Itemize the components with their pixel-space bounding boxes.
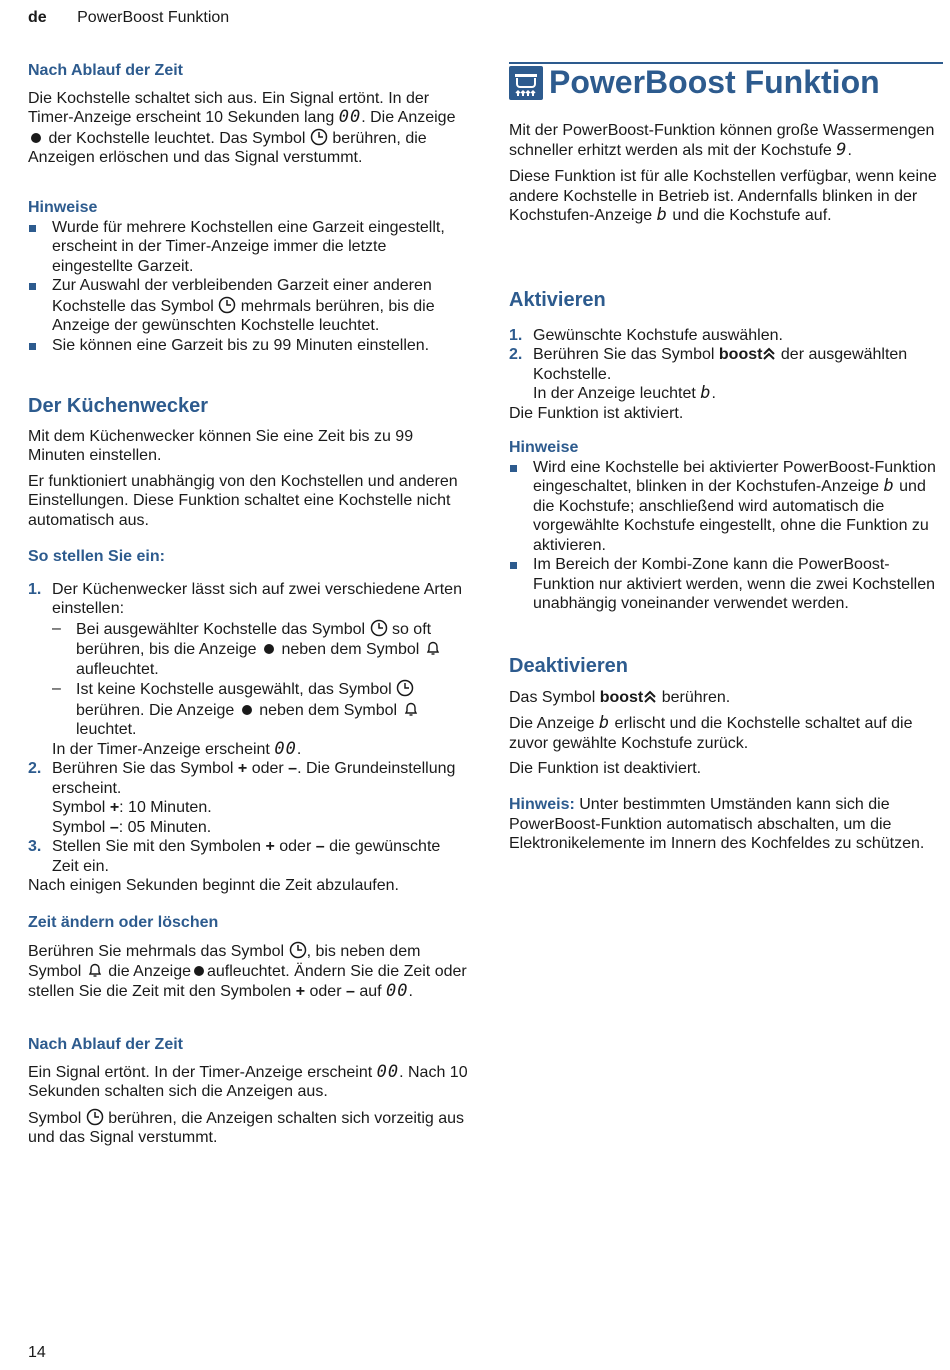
minus-icon: –	[315, 838, 325, 855]
display-00: 00	[338, 107, 362, 127]
bell-icon	[402, 700, 420, 718]
plus-icon: +	[237, 760, 248, 777]
indicator-dot-icon	[194, 966, 204, 976]
minus-icon: –	[288, 760, 298, 777]
timer-clock-icon	[370, 619, 388, 637]
list-item: Im Bereich der Kombi-Zone kann die PowerBoost-Funktion nur aktiviert werden, wenn die zwei Kochstellen unabhängig voneinander verwendet werden.	[509, 555, 941, 614]
plus-icon: +	[265, 838, 275, 855]
paragraph: Ein Signal ertönt. In der Timer-Anzeige erscheint 00. Nach 10 Sekunden schalten sich die Anzeigen aus.	[28, 1061, 468, 1100]
section-hinweis	[509, 795, 941, 854]
note-label: Hinweis:	[509, 796, 575, 813]
timer-clock-icon	[86, 1108, 104, 1126]
list-item: Wurde für mehrere Kochstellen eine Garzeit eingestellt, erscheint in der Timer-Anzeige immer die letzte eingestellte Garzeit.	[28, 218, 468, 277]
page-header	[28, 8, 229, 28]
paragraph: Mit der PowerBoost-Funktion können große Wassermengen schneller erhitzt werden als mit der Kochstufe 9.	[509, 122, 935, 160]
sub-item: – Bei ausgewählter Kochstelle das Symbol so oft berühren, bis die Anzeige neben dem Symbol aufleuchtet.	[52, 619, 468, 680]
steps-list	[509, 326, 941, 404]
paragraph: Mit dem Küchenwecker können Sie eine Zeit bis zu 99 Minuten einstellen.	[28, 427, 414, 464]
display-9: 9	[836, 139, 848, 160]
sub-list	[52, 619, 468, 740]
powerboost-title-bar	[509, 62, 943, 106]
note-list	[28, 218, 468, 356]
section-title: Hinweise	[28, 199, 98, 216]
step-item: 2. Berühren Sie das Symbol + oder –. Die Grundeinstellung erscheint. Symbol +: 10 Minuten. Symbol –: 05 Minuten.	[28, 760, 456, 836]
list-item: Sie können eine Garzeit bis zu 99 Minuten einstellen.	[28, 336, 468, 356]
indicator-dot-icon	[242, 705, 252, 715]
display-00: 00	[386, 980, 409, 1001]
paragraph: Diese Funktion ist für alle Kochstellen verfügbar, wenn keine andere Kochstelle in Betrieb ist. Andernfalls blinken in der Kochstufen-Anzeige b und die Kochstufe auf.	[509, 168, 937, 225]
timer-clock-icon	[289, 941, 307, 959]
step-item: 2. Berühren Sie das Symbol boost der ausgewählten Kochstelle. In der Anzeige leuchtet b.	[509, 346, 908, 403]
list-item: Zur Auswahl der verbleibenden Garzeit einer anderen Kochstelle das Symbol mehrmals berühren, bis die Anzeige der gewünschten Kochstelle leuchtet.	[28, 276, 468, 336]
section-nach-ablauf	[28, 61, 468, 168]
display-00: 00	[376, 1061, 400, 1082]
boost-label: boost	[718, 346, 763, 363]
list-item: Wird eine Kochstelle bei aktivierter PowerBoost-Funktion eingeschaltet, blinken in der Kochstufen-Anzeige b und die Kochstufe; anschließend wird automatisch die vorgewählte Kochstufe eingestellt, ohne die Funktion zu aktivieren.	[509, 458, 941, 556]
paragraph: Symbol berühren, die Anzeigen schalten sich vorzeitig aus und das Signal verstummt.	[28, 1109, 465, 1146]
display-b: b	[883, 476, 895, 496]
powerboost-pot-icon	[509, 66, 543, 100]
display-b: b	[656, 205, 668, 225]
paragraph: Hinweis: Unter bestimmten Umständen kann sich die PowerBoost-Funktion automatisch abschalten, um die Elektronikelemente im Innern des Kochfeldes zu schützen.	[509, 796, 925, 852]
section-so-stellen	[28, 547, 468, 896]
section-kuechenwecker	[28, 397, 468, 530]
bell-icon	[424, 639, 442, 657]
plus-icon: +	[109, 799, 120, 816]
step-item: 1. Der Küchenwecker lässt sich auf zwei verschiedene Arten einstellen: – Bei ausgewählter Kochstelle das Symbol so oft berühren, bis die Anzeige neben dem Symbol aufleuchtet. – Ist keine Kochstelle ausgewählt, das Symbol berühren. Die Anzeige neben dem Symbol leuchtet. In der Timer-Anzeige erscheint 00.	[28, 580, 468, 760]
page-number: 14	[28, 1344, 46, 1361]
paragraph: Nach einigen Sekunden beginnt die Zeit abzulaufen.	[28, 877, 399, 894]
section-title: Hinweise	[509, 439, 579, 456]
section-title: Nach Ablauf der Zeit	[28, 62, 183, 79]
steps-list	[28, 580, 468, 877]
header-section: PowerBoost Funktion	[77, 9, 230, 26]
timer-clock-icon	[218, 296, 236, 314]
step-item: 1. Gewünschte Kochstufe auswählen.	[509, 326, 783, 344]
section-title: Aktivieren	[509, 289, 606, 311]
paragraph: Die Funktion ist deaktiviert.	[509, 760, 702, 777]
step-item: 3. Stellen Sie mit den Symbolen + oder – die gewünschte Zeit ein.	[28, 838, 441, 875]
section-title: Nach Ablauf der Zeit	[28, 1036, 183, 1053]
paragraph: Die Funktion ist aktiviert.	[509, 404, 684, 422]
boost-chevron-icon	[643, 689, 657, 705]
section-intro	[509, 121, 941, 226]
section-aktivieren	[509, 291, 941, 423]
section-zeit-aendern	[28, 913, 468, 1001]
section-title: So stellen Sie ein:	[28, 548, 165, 565]
language-code: de	[28, 9, 47, 26]
bell-icon	[86, 961, 104, 979]
sub-item: – Ist keine Kochstelle ausgewählt, das Symbol berühren. Die Anzeige neben dem Symbol leuchtet.	[52, 679, 468, 740]
display-00: 00	[274, 738, 297, 759]
display-b: b	[700, 383, 712, 403]
indicator-dot-icon	[264, 644, 274, 654]
minus-icon: –	[345, 982, 355, 1000]
boost-chevron-icon	[762, 346, 776, 362]
section-title: Der Küchenwecker	[28, 395, 209, 417]
paragraph: Er funktioniert unabhängig von den Kochstellen und anderen Einstellungen. Diese Funktion schaltet eine Kochstelle nicht automatisch aus.	[28, 472, 458, 529]
section-hinweise-right	[509, 438, 941, 614]
timer-clock-icon	[396, 679, 414, 697]
boost-label: boost	[599, 688, 644, 706]
page-title: PowerBoost Funktion	[549, 64, 880, 100]
paragraph: Berühren Sie mehrmals das Symbol , bis neben dem Symbol die Anzeige aufleuchtet. Ändern Sie die Zeit oder stellen Sie die Zeit mit den Symbolen + oder – auf 00.	[28, 942, 467, 1001]
indicator-dot-icon	[31, 133, 41, 143]
minus-icon: –	[109, 818, 119, 836]
section-nach-ablauf-2	[28, 1035, 468, 1148]
section-title: Deaktivieren	[509, 655, 628, 677]
note-list	[509, 458, 941, 614]
section-deaktivieren	[509, 657, 941, 779]
section-title: Zeit ändern oder löschen	[28, 914, 219, 931]
plus-icon: +	[295, 982, 306, 1000]
display-b: b	[598, 713, 611, 733]
paragraph: Die Kochstelle schaltet sich aus. Ein Signal ertönt. In der Timer-Anzeige erscheint 10 Sekunden lang 00. Die Anzeige der Kochstelle leuchtet. Das Symbol berühren, die Anzeigen erlöschen und das Signal verstummt.	[28, 89, 456, 166]
paragraph: Das Symbol boost berühren.	[509, 688, 731, 706]
paragraph: Die Anzeige b erlischt und die Kochstelle schaltet auf die zuvor gewählte Kochstufe zurück.	[509, 713, 913, 752]
timer-clock-icon	[310, 128, 328, 146]
section-hinweise	[28, 198, 468, 355]
